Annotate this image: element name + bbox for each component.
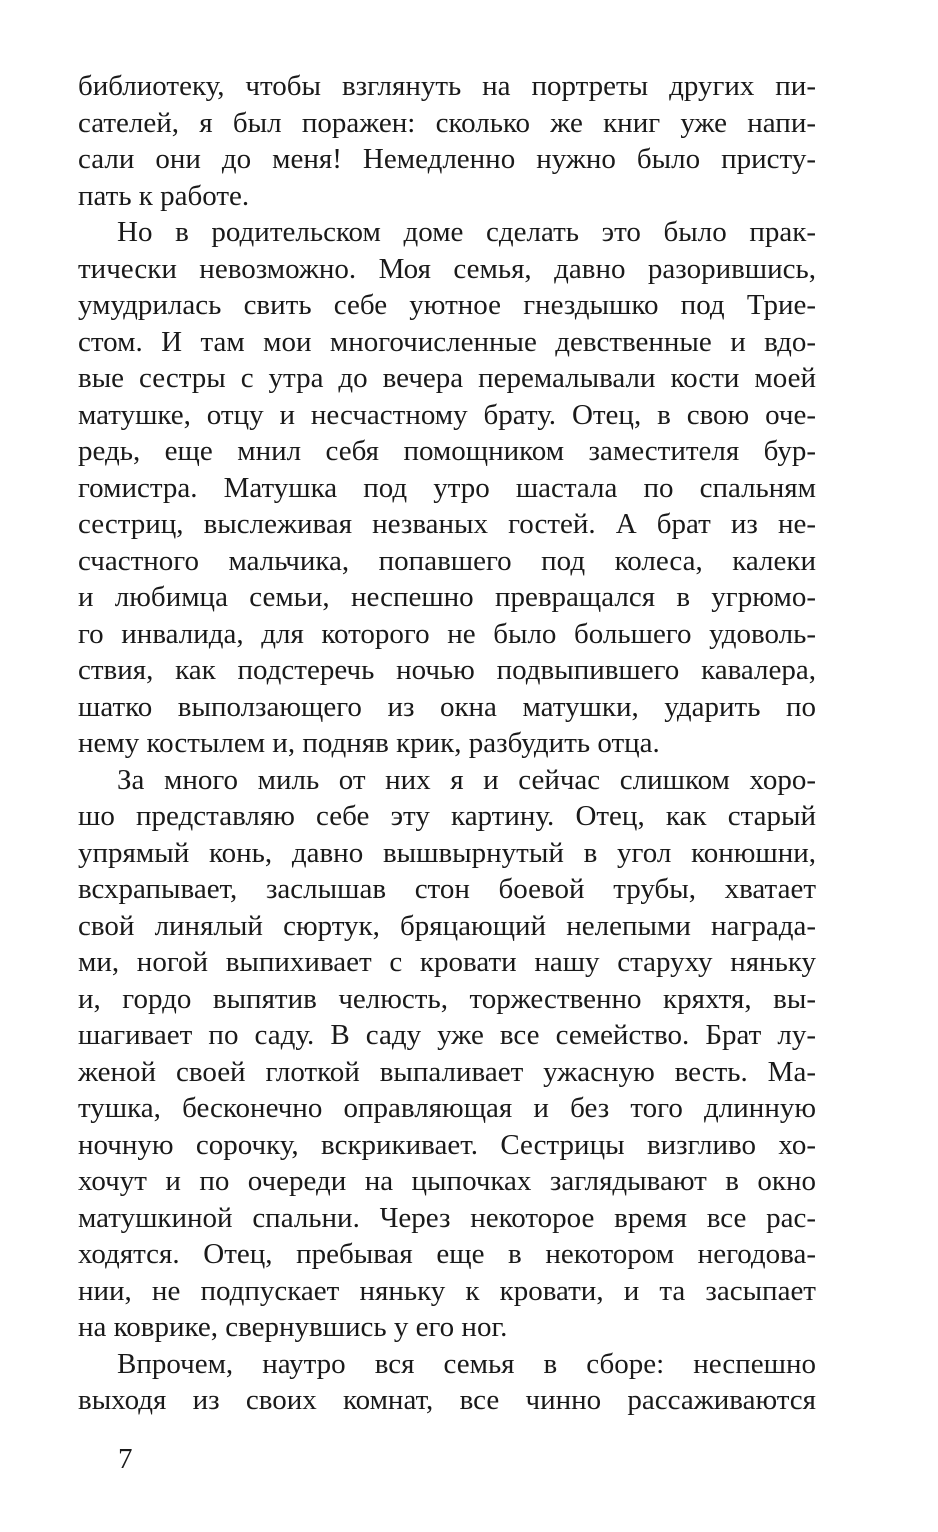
text-line: Но в родительском доме сделать это было прак- — [117, 216, 816, 248]
text-line: библиотеку, чтобы взглянуть на портреты других пи- — [78, 70, 816, 102]
text-line: шо представляю себе эту картину. Отец, как старый — [78, 800, 816, 832]
text-line: хочут и по очереди на цыпочках заглядывают в окно — [78, 1165, 816, 1197]
text-line: на коврике, свернувшись у его ног. — [78, 1311, 508, 1343]
text-line: ми, ногой выпихивает с кровати нашу старуху няньку — [78, 946, 816, 978]
text-line: вые сестры с утра до вечера перемалывали кости моей — [78, 362, 816, 394]
text-line: свой линялый сюртук, бряцающий нелепыми награда- — [78, 909, 816, 942]
text-line: шагивает по саду. В саду уже все семейство. Брат лу- — [78, 1019, 816, 1051]
text-line: матушкиной спальни. Через некоторое время все рас- — [78, 1201, 816, 1234]
text-line: сали они до меня! Немедленно нужно было присту- — [78, 143, 816, 175]
text-line: сестриц, выслеживая незваных гостей. А брат из не- — [78, 508, 816, 540]
text-line: сателей, я был поражен: сколько же книг уже напи- — [78, 106, 816, 139]
text-line: умудрилась свить себе уютное гнездышко под Трие- — [78, 289, 816, 321]
text-line: Впрочем, наутро вся семья в сборе: неспешно — [117, 1347, 816, 1380]
paragraph — [78, 762, 816, 1346]
text-line: За много миль от них я и сейчас слишком хоро- — [117, 763, 816, 796]
text-line: всхрапывает, заслышав стон боевой трубы, хватает — [78, 873, 816, 905]
text-line: редь, еще мнил себя помощником заместителя бур- — [78, 435, 816, 467]
text-line: шатко выползающего из окна матушки, ударить по — [78, 690, 816, 723]
text-line: тушка, бесконечно оправляющая и без того длинную — [78, 1092, 816, 1124]
text-line: упрямый конь, давно вышвырнутый в угол конюшни, — [78, 836, 816, 869]
text-line: гомистра. Матушка под утро шастала по спальням — [78, 471, 816, 504]
text-line: выходя из своих комнат, все чинно рассаживаются — [78, 1384, 816, 1416]
page-number: 7 — [118, 1443, 133, 1475]
paragraph — [78, 214, 816, 762]
text-line: ствия, как подстеречь ночью подвыпившего кавалера, — [78, 654, 816, 686]
text-line: тически невозможно. Моя семья, давно разорившись, — [78, 252, 816, 285]
text-line: ночную сорочку, вскрикивает. Сестрицы визгливо хо- — [78, 1128, 816, 1161]
body-text — [78, 68, 816, 1419]
text-line: ходятся. Отец, пребывая еще в некотором негодова- — [78, 1238, 816, 1270]
text-line: счастного мальчика, попавшего под колеса, калеки — [78, 544, 816, 577]
text-line: женой своей глоткой выпаливает ужасную весть. Ма- — [78, 1055, 816, 1088]
text-line: нему костылем и, подняв крик, разбудить отца. — [78, 727, 660, 759]
paragraph — [78, 1346, 816, 1419]
text-line: и, гордо выпятив челюсть, торжественно кряхтя, вы- — [78, 982, 816, 1015]
text-line: матушке, отцу и несчастному брату. Отец, в свою оче- — [78, 398, 816, 431]
text-line: пать к работе. — [78, 179, 250, 212]
text-line: го инвалида, для которого не было большего удоволь- — [78, 617, 816, 650]
text-line: стом. И там мои многочисленные девственные и вдо- — [78, 325, 816, 358]
text-line: нии, не подпускает няньку к кровати, и та засыпает — [78, 1274, 816, 1307]
text-line: и любимца семьи, неспешно превращался в угрюмо- — [78, 581, 816, 613]
paragraph — [78, 68, 816, 214]
